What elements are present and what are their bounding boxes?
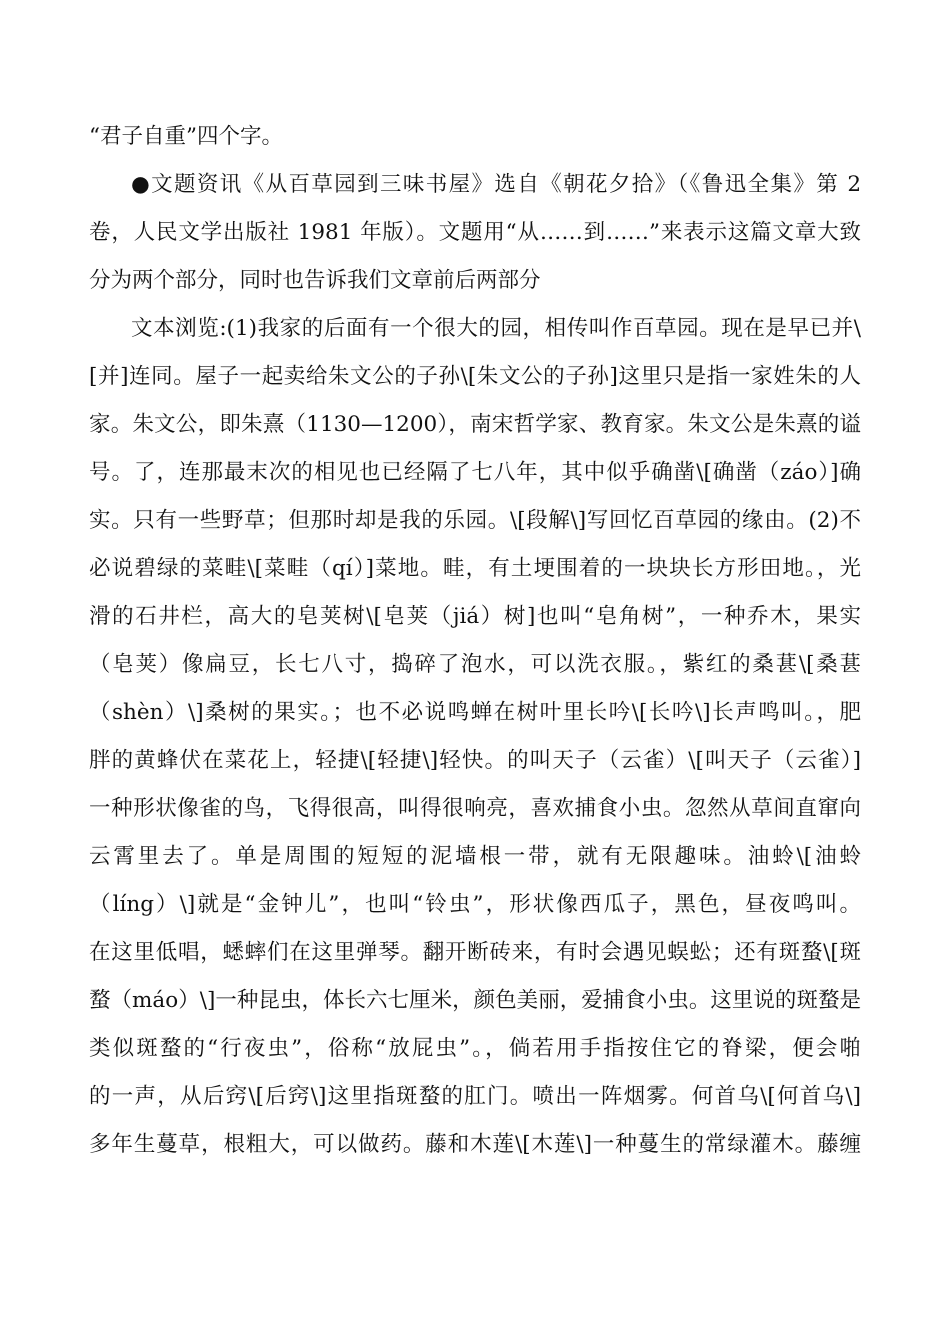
- text-line: [并]连同。屋子一起卖给朱文公的子孙\[朱文公的子孙]这里只是指一家姓朱的人: [89, 364, 861, 389]
- text-line: 一种形状像雀的鸟，飞得很高，叫得很响亮，喜欢捕食小虫。忽然从草间直窜向: [89, 796, 861, 821]
- text-line: 的一声，从后窍\[后窍\]这里指斑蝥的肛门。喷出一阵烟雾。何首乌\[何首乌\]: [89, 1084, 861, 1109]
- text-line: （líng）\]就是“金钟儿”，也叫“铃虫”，形状像西瓜子，黑色，昼夜鸣叫。: [89, 892, 861, 917]
- text-line: 号。了，连那最末次的相见也已经隔了七八年，其中似乎确凿\[确凿（záo）]确: [89, 460, 861, 485]
- text-line: “君子自重”四个字。: [89, 124, 283, 149]
- text-line: 家。朱文公，即朱熹（1130—1200），南宋哲学家、教育家。朱文公是朱熹的谥: [89, 412, 861, 437]
- text-line: 滑的石井栏，高大的皂荚树\[皂荚（jiá）树]也叫“皂角树”，一种乔木，果实: [89, 604, 861, 629]
- text-line: 胖的黄蜂伏在菜花上，轻捷\[轻捷\]轻快。的叫天子（云雀）\[叫天子（云雀）]: [89, 748, 861, 773]
- text-line: 类似斑蝥的“行夜虫”，俗称“放屁虫”。，倘若用手指按住它的脊梁，便会啪: [89, 1036, 861, 1061]
- text-line: （皂荚）像扁豆，长七八寸，捣碎了泡水，可以洗衣服。，紫红的桑葚\[桑葚: [89, 652, 861, 677]
- text-line: 卷，人民文学出版社 1981 年版）。文题用“从……到……”来表示这篇文章大致: [89, 220, 861, 245]
- text-line: 在这里低唱，蟋蟀们在这里弹琴。翻开断砖来，有时会遇见蜈蚣；还有斑蝥\[斑: [89, 940, 861, 965]
- text-line: 蝥（máo）\]一种昆虫，体长六七厘米，颜色美丽，爱捕食小虫。这里说的斑蝥是: [89, 988, 861, 1013]
- text-line: 多年生蔓草，根粗大，可以做药。藤和木莲\[木莲\]一种蔓生的常绿灌木。藤缠: [89, 1132, 861, 1157]
- text-line: ●文题资讯《从百草园到三味书屋》选自《朝花夕拾》（《鲁迅全集》第 2: [131, 172, 861, 197]
- text-line: 分为两个部分，同时也告诉我们文章前后两部分: [89, 268, 541, 293]
- text-line: 文本浏览:(1)我家的后面有一个很大的园，相传叫作百草园。现在是早已并\: [131, 316, 861, 341]
- text-line: 云霄里去了。单是周围的短短的泥墙根一带，就有无限趣味。油蛉\[油蛉: [89, 844, 861, 869]
- text-line: （shèn）\]桑树的果实。；也不必说鸣蝉在树叶里长吟\[长吟\]长声鸣叫。，肥: [89, 700, 861, 725]
- text-line: 实。只有一些野草；但那时却是我的乐园。\[段解\]写回忆百草园的缘由。(2)不: [89, 508, 861, 533]
- text-line: 必说碧绿的菜畦\[菜畦（qí）]菜地。畦，有土埂围着的一块块长方形田地。，光: [89, 556, 861, 581]
